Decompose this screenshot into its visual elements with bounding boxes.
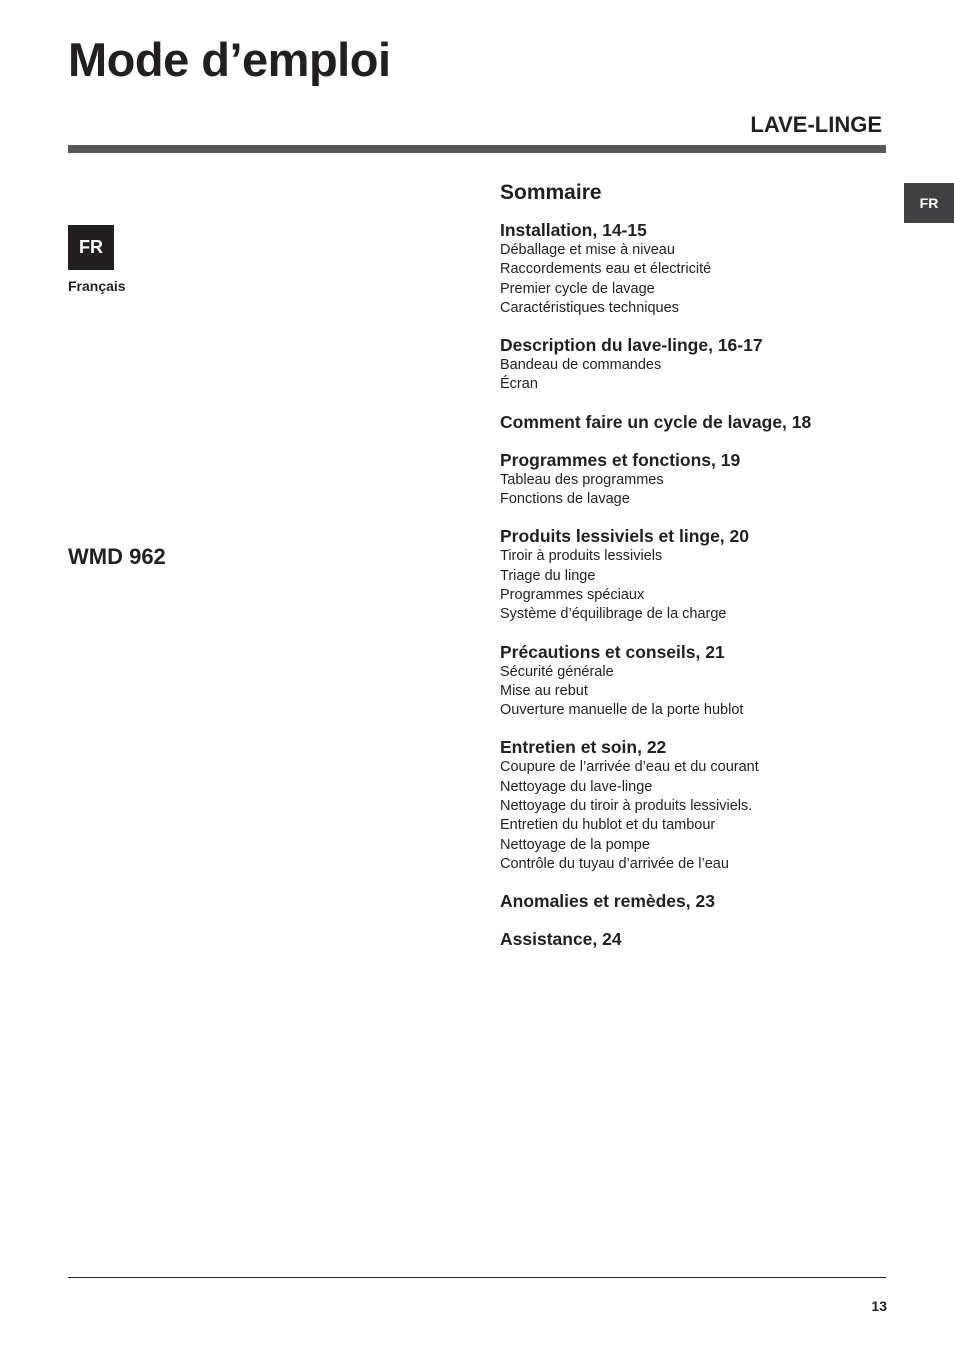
toc-subitem: Mise au rebut <box>500 682 588 699</box>
toc-subitem-list <box>500 758 890 874</box>
toc-subitem: Caractéristiques techniques <box>500 299 679 316</box>
toc-subitem-list <box>500 356 890 395</box>
toc-subitem: Programmes spéciaux <box>500 586 645 603</box>
toc-section <box>500 411 890 433</box>
toc-subitem: Tiroir à produits lessiviels <box>500 548 663 565</box>
toc-section <box>500 928 890 950</box>
toc-subitem: Contrôle du tuyau d’arrivée de l’eau <box>500 855 729 872</box>
toc-subitem: Système d’équilibrage de la charge <box>500 606 727 623</box>
toc-subitem: Coupure de l’arrivée d’eau et du courant <box>500 759 759 776</box>
toc-section <box>500 890 890 912</box>
toc-section <box>500 641 890 721</box>
toc-section-heading: Précautions et conseils, 21 <box>500 641 725 662</box>
toc-section-list <box>500 219 890 950</box>
toc-section <box>500 736 890 874</box>
toc-subitem-list <box>500 663 890 721</box>
toc-section <box>500 219 890 318</box>
product-type-label: LAVE-LINGE <box>750 112 882 137</box>
toc-subitem: Tableau des programmes <box>500 471 664 488</box>
toc-subitem-list <box>500 471 890 510</box>
toc-subitem: Raccordements eau et électricité <box>500 261 712 278</box>
toc-subitem: Écran <box>500 376 538 393</box>
page-number: 13 <box>871 1298 887 1314</box>
toc-subitem: Bandeau de commandes <box>500 357 662 374</box>
toc-section-heading: Description du lave-linge, 16-17 <box>500 335 763 356</box>
footer-divider <box>68 1277 886 1278</box>
language-name: Français <box>68 278 126 294</box>
toc-subitem: Ouverture manuelle de la porte hublot <box>500 702 744 719</box>
toc-section-heading: Programmes et fonctions, 19 <box>500 449 741 470</box>
toc-subitem: Nettoyage de la pompe <box>500 836 650 853</box>
toc-title: Sommaire <box>500 181 602 204</box>
toc-subitem: Sécurité générale <box>500 663 614 680</box>
toc-subitem: Premier cycle de lavage <box>500 280 655 297</box>
toc-section-heading: Comment faire un cycle de lavage, 18 <box>500 411 812 432</box>
toc-subitem: Nettoyage du tiroir à produits lessiviels. <box>500 798 753 815</box>
model-name: WMD 962 <box>68 544 166 569</box>
toc-subitem: Fonctions de lavage <box>500 491 630 508</box>
toc-subitem-list <box>500 547 890 624</box>
toc-section-heading: Installation, 14-15 <box>500 220 647 240</box>
toc-subitem: Triage du linge <box>500 567 596 584</box>
toc-section <box>500 334 890 395</box>
language-badge: FR <box>68 225 114 270</box>
toc-section <box>500 449 890 510</box>
table-of-contents <box>500 177 890 966</box>
toc-section-heading: Anomalies et remèdes, 23 <box>500 891 715 912</box>
header-divider <box>68 145 886 153</box>
toc-subitem: Entretien du hublot et du tambour <box>500 817 716 834</box>
toc-section <box>500 525 890 624</box>
language-side-tab: FR <box>904 183 954 223</box>
toc-subitem-list <box>500 241 890 318</box>
toc-subitem: Nettoyage du lave-linge <box>500 778 653 795</box>
toc-subitem: Déballage et mise à niveau <box>500 242 675 258</box>
toc-section-heading: Assistance, 24 <box>500 929 622 950</box>
toc-section-heading: Produits lessiviels et linge, 20 <box>500 526 749 547</box>
toc-section-heading: Entretien et soin, 22 <box>500 737 667 758</box>
page-title: Mode d’emploi <box>68 33 391 86</box>
